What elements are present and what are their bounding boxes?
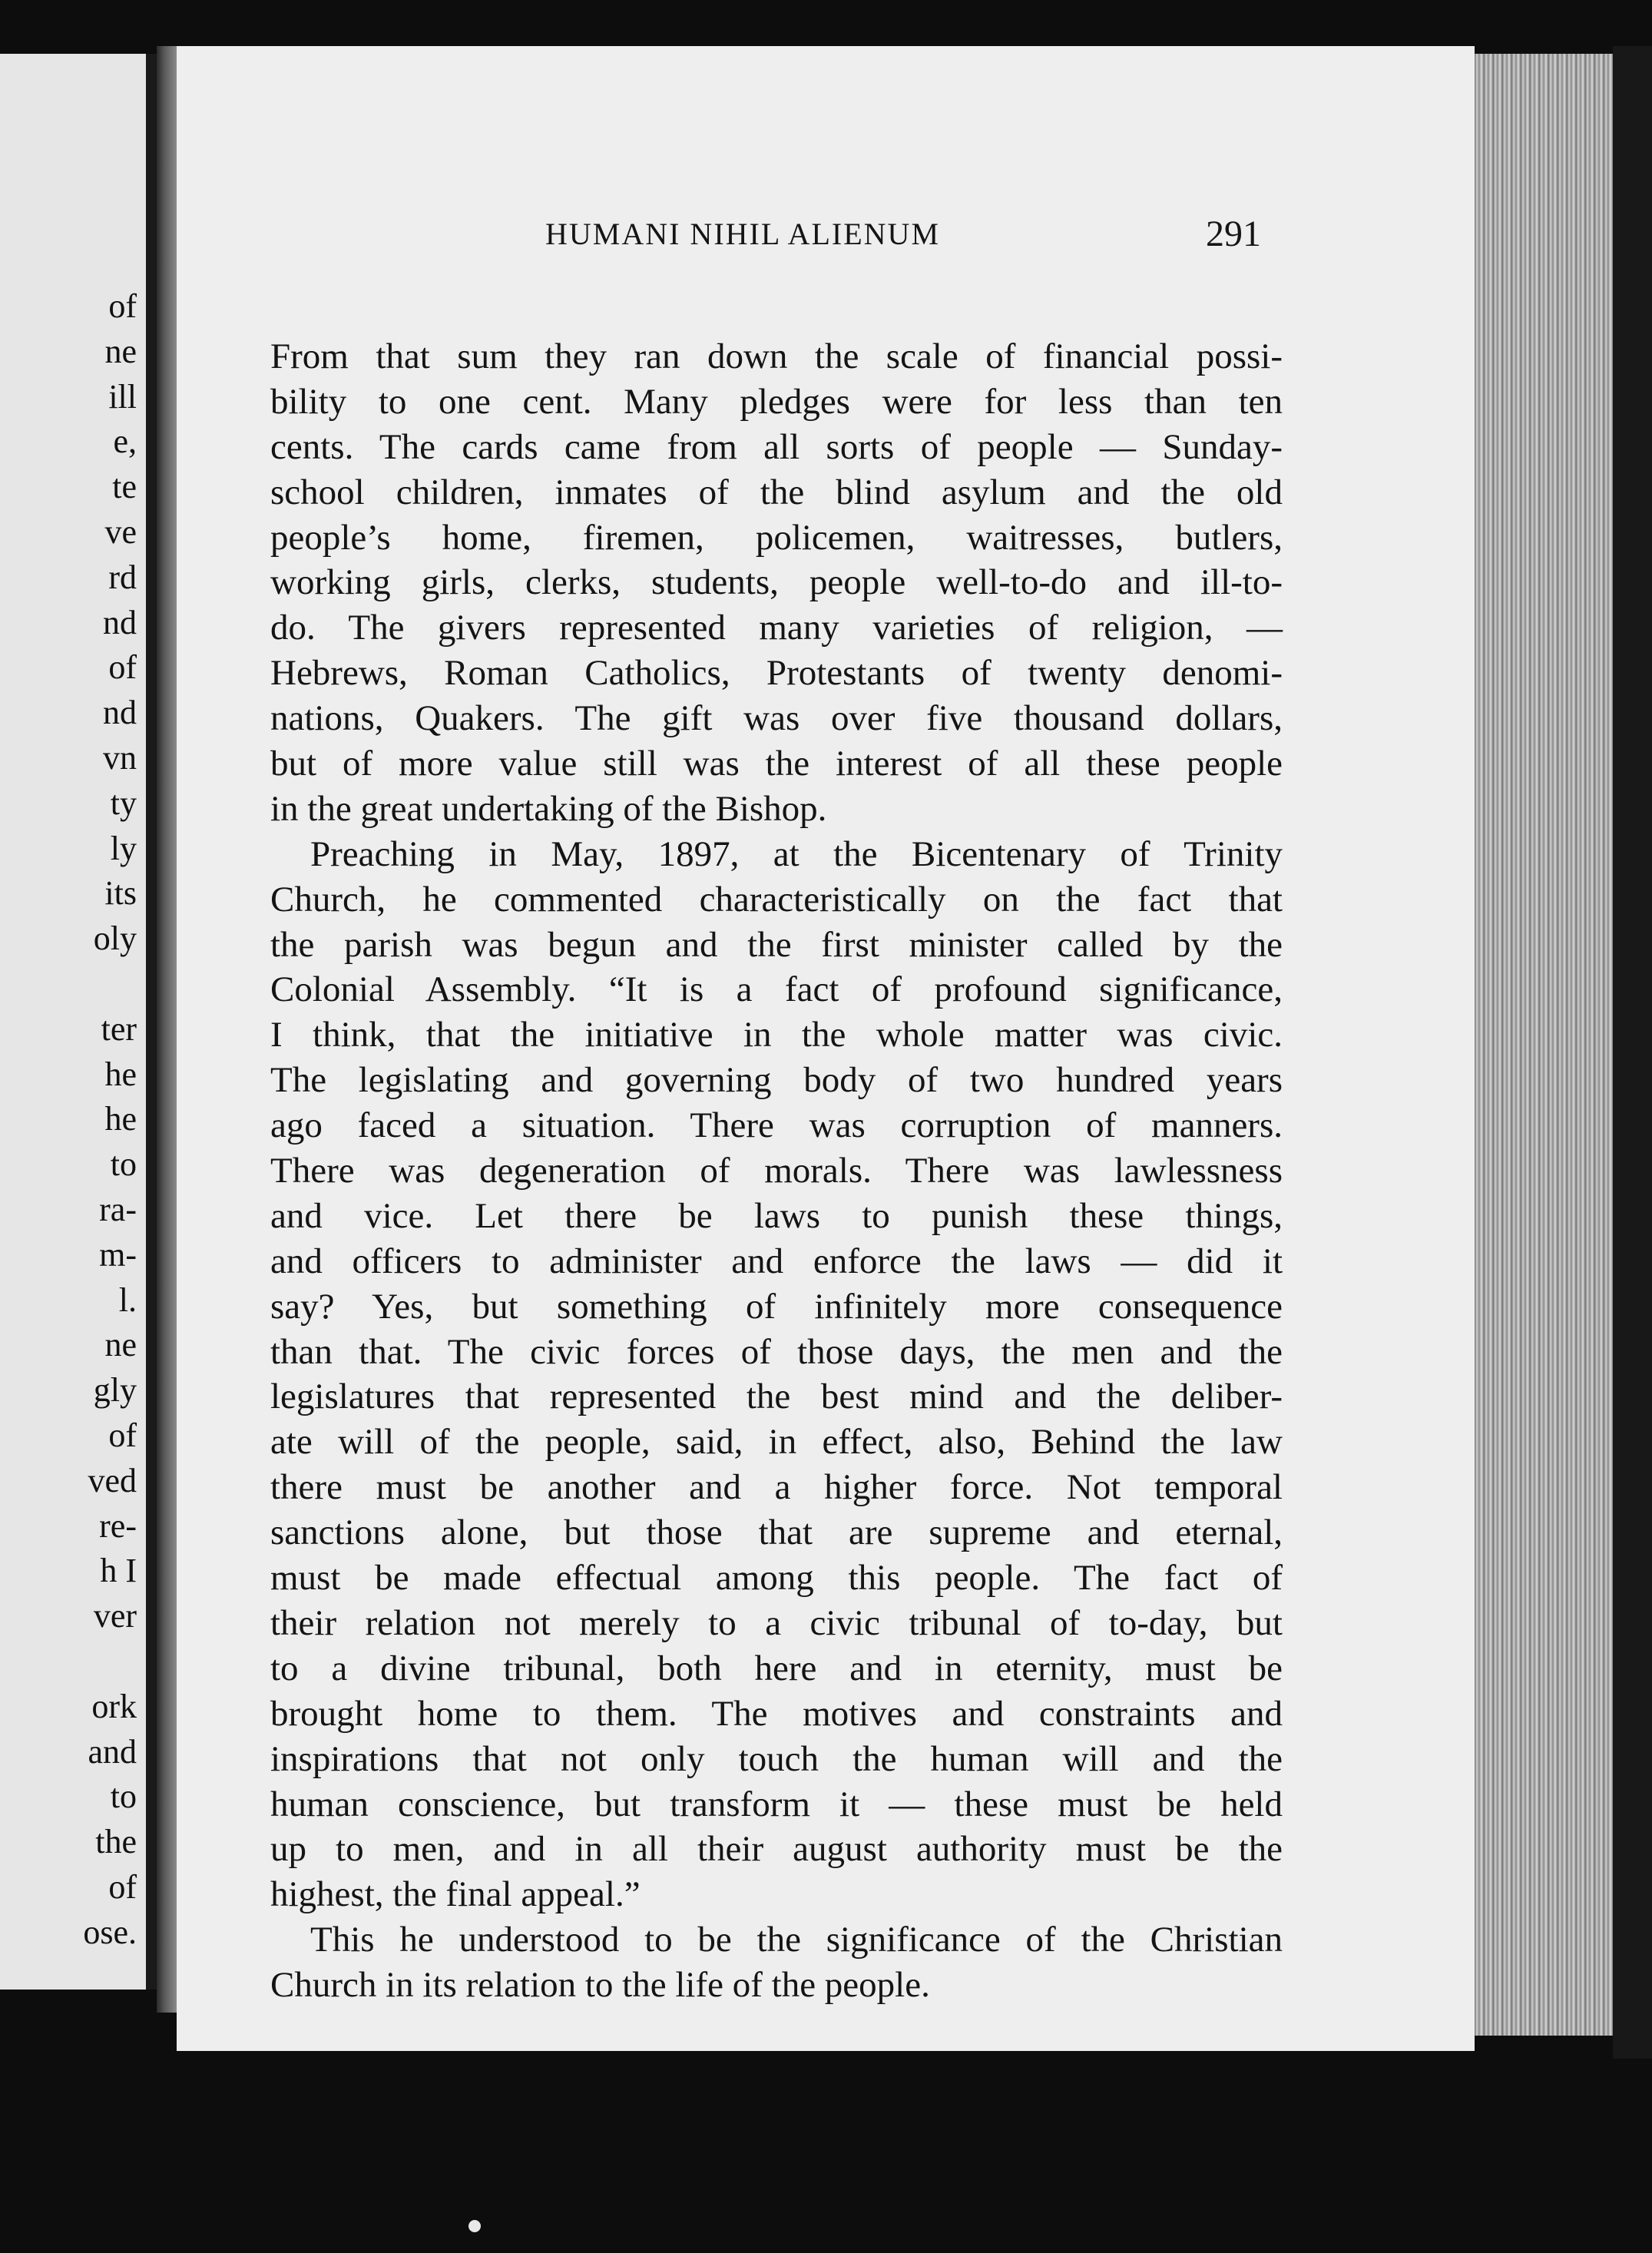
text-line: Colonial Assembly. “It is a fact of profound significance, — [270, 969, 1283, 1010]
facing-line: nd — [103, 603, 137, 641]
facing-line: ter — [101, 1009, 137, 1048]
text-line: brought home to them. The motives and constraints and — [270, 1693, 1283, 1734]
facing-line: the — [95, 1823, 137, 1861]
facing-line: te — [112, 468, 137, 506]
facing-line: ork — [91, 1687, 137, 1725]
facing-line: of — [108, 1867, 137, 1906]
facing-line: gly — [93, 1371, 137, 1410]
page-number: 291 — [1206, 214, 1261, 254]
text-line: human conscience, but transform it — these must be held — [270, 1784, 1283, 1824]
scan-dust-dot — [468, 2220, 481, 2232]
facing-line — [0, 962, 146, 1007]
body-text — [270, 334, 1283, 2008]
text-line: their relation not merely to a civic tribunal of to-day, but — [270, 1602, 1283, 1643]
text-line: legislatures that represented the best mind and the deliber- — [270, 1377, 1283, 1417]
text-line: the parish was begun and the first minister called by the — [270, 924, 1283, 965]
text-line: nations, Quakers. The gift was over five thousand dollars, — [270, 698, 1283, 739]
text-line: From that sum they ran down the scale of financial possi- — [270, 336, 1283, 376]
facing-line: ne — [104, 1326, 137, 1364]
text-line: cents. The cards came from all sorts of people — Sunday- — [270, 426, 1283, 467]
text-line: highest, the final appeal.” — [270, 1874, 641, 1915]
facing-line: ill — [108, 377, 137, 416]
text-line: ate will of the people, said, in effect, also, Behind the law — [270, 1422, 1283, 1463]
text-line: say? Yes, but something of infinitely more consequence — [270, 1286, 1283, 1327]
facing-line: and — [88, 1732, 137, 1771]
book-page — [177, 46, 1475, 2051]
paragraph-first-line: Preaching in May, 1897, at the Bicentenary of Trinity — [310, 833, 1283, 874]
text-line: do. The givers represented many varieties of religion, — — [270, 608, 1283, 648]
facing-line: ved — [88, 1461, 137, 1499]
text-line: must be made effectual among this people. The fact of — [270, 1558, 1283, 1599]
text-line: people’s home, firemen, policemen, waitresses, butlers, — [270, 517, 1283, 558]
facing-line: ne — [104, 332, 137, 370]
page-block-edge — [1475, 54, 1613, 2036]
text-line: There was degeneration of morals. There was lawlessness — [270, 1151, 1283, 1191]
facing-line: its — [104, 874, 137, 913]
facing-line: oly — [93, 919, 137, 958]
text-line: Hebrews, Roman Catholics, Protestants of twenty denomi- — [270, 653, 1283, 694]
facing-line: of — [108, 1416, 137, 1454]
running-title: HUMANI NIHIL ALIENUM — [545, 217, 941, 251]
facing-line: of — [108, 287, 137, 325]
facing-line: l. — [118, 1281, 137, 1319]
text-line: I think, that the initiative in the whole matter was civic. — [270, 1015, 1283, 1055]
facing-page-fragment — [0, 54, 157, 1990]
facing-line: ty — [110, 784, 137, 822]
text-line: working girls, clerks, students, people well-to-do and ill-to- — [270, 562, 1283, 603]
facing-line: he — [104, 1055, 137, 1093]
facing-line: ly — [110, 829, 137, 867]
text-line: bility to one cent. Many pledges were for less than ten — [270, 381, 1283, 422]
paragraph-first-line: This he understood to be the significance of the Christian — [310, 1920, 1283, 1960]
text-line: school children, inmates of the blind asylum and the old — [270, 472, 1283, 512]
facing-line: h I — [100, 1552, 137, 1590]
facing-line: of — [108, 648, 137, 687]
facing-line: to — [110, 1145, 137, 1184]
facing-line: re- — [99, 1506, 137, 1545]
text-line: but of more value still was the interest of all these people — [270, 744, 1283, 784]
facing-line: m- — [99, 1235, 137, 1274]
text-line: than that. The civic forces of those days, the men and the — [270, 1331, 1283, 1372]
book-gutter — [157, 46, 177, 2013]
book-cover-edge — [1613, 46, 1652, 2059]
text-line: Church in its relation to the life of the people. — [270, 1965, 930, 2006]
text-line: ago faced a situation. There was corruption of manners. — [270, 1105, 1283, 1146]
text-line: The legislating and governing body of two hundred years — [270, 1060, 1283, 1101]
facing-line: nd — [103, 694, 137, 732]
facing-page-text — [0, 284, 146, 1955]
facing-line: e, — [113, 422, 137, 461]
text-line: in the great undertaking of the Bishop. — [270, 788, 827, 829]
facing-line: vn — [103, 738, 137, 777]
facing-line — [0, 1639, 146, 1685]
text-line: inspirations that not only touch the human will and the — [270, 1738, 1283, 1779]
facing-line: ver — [93, 1597, 137, 1635]
text-line: to a divine tribunal, both here and in eternity, must be — [270, 1648, 1283, 1688]
facing-line: ve — [104, 512, 137, 551]
facing-line: ose. — [83, 1913, 137, 1951]
facing-line: he — [104, 1100, 137, 1138]
text-line: Church, he commented characteristically on the fact that — [270, 879, 1283, 919]
facing-line: to — [110, 1778, 137, 1816]
text-line: and officers to administer and enforce the laws — did it — [270, 1241, 1283, 1281]
text-line: up to men, and in all their august authority must be the — [270, 1829, 1283, 1870]
facing-line: rd — [108, 558, 137, 596]
text-line: sanctions alone, but those that are supreme and eternal, — [270, 1512, 1283, 1553]
text-line: there must be another and a higher force. Not temporal — [270, 1467, 1283, 1508]
text-line: and vice. Let there be laws to punish these things, — [270, 1195, 1283, 1236]
facing-line: ra- — [99, 1190, 137, 1228]
running-head — [177, 204, 1475, 265]
